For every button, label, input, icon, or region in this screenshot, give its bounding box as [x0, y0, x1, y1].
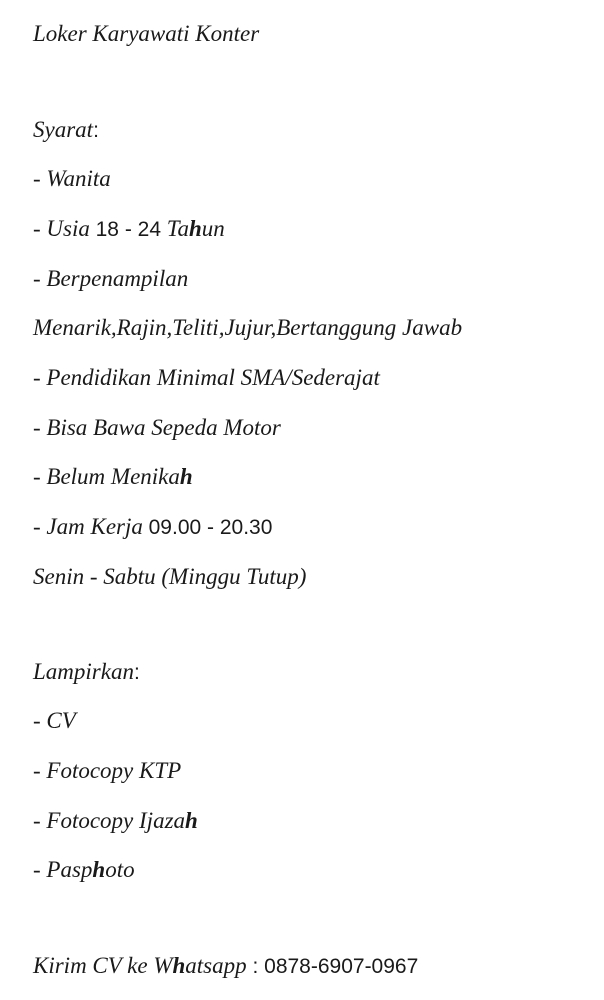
usia-tahun-part3: un: [201, 216, 225, 241]
attachment-ktp: [33, 755, 181, 787]
requirement-usia: [33, 213, 225, 245]
attachment-ijazah: [33, 805, 198, 837]
motor-text: - Bisa Bawa Sepeda Motor: [33, 415, 281, 440]
requirement-menikah: [33, 461, 193, 493]
attachment-cv: [33, 705, 76, 737]
send-cv-line: [33, 950, 418, 982]
pasphoto-part1: - Pasp: [33, 857, 93, 882]
requirement-pendidikan: [33, 362, 380, 394]
ijazah-text: - Fotocopy Ijaza: [33, 808, 186, 833]
berpenampilan-text: - Berpenampilan: [33, 266, 189, 291]
title-text: Loker Karyawati Konter: [33, 21, 260, 46]
usia-tahun-part1: Ta: [161, 216, 189, 241]
kirim-colon: :: [246, 955, 265, 978]
kirim-part2: atsapp: [185, 953, 247, 978]
hari-text: Senin - Sabtu (Minggu Tutup): [33, 564, 307, 589]
usia-tahun-part2: h: [188, 216, 202, 241]
pasphoto-part2: h: [92, 857, 106, 882]
requirement-berpenampilan: [33, 263, 188, 295]
attachment-pasphoto: [33, 854, 135, 886]
requirement-hari: [33, 561, 306, 593]
requirement-wanita-text: - Wanita: [33, 166, 111, 191]
menikah-h: h: [179, 464, 193, 489]
syarat-heading-text: Syarat: [33, 117, 94, 142]
attachment-ktp-text: - Fotocopy KTP: [33, 758, 182, 783]
kirim-h: h: [172, 953, 186, 978]
kirim-part1: Kirim CV ke W: [33, 953, 173, 978]
usia-range: 18 - 24: [95, 218, 162, 241]
menikah-text: - Belum Menika: [33, 464, 180, 489]
requirement-motor: [33, 412, 281, 444]
whatsapp-phone-number: 0878-6907-0967: [264, 955, 419, 978]
attachment-cv-text: - CV: [33, 708, 76, 733]
usia-prefix: - Usia: [33, 216, 96, 241]
lampirkan-heading: [33, 656, 140, 688]
pendidikan-text: - Pendidikan Minimal SMA/Sederajat: [33, 365, 380, 390]
syarat-colon: :: [93, 119, 99, 142]
jam-prefix: - Jam Kerja: [33, 514, 149, 539]
sifat-text: Menarik,Rajin,Teliti,Jujur,Bertanggung Jawab: [33, 315, 463, 340]
jam-hours: 09.00 - 20.30: [148, 516, 273, 539]
requirement-sifat: [33, 312, 462, 344]
lampirkan-colon: :: [133, 661, 140, 684]
document-title: [33, 18, 259, 50]
pasphoto-part3: oto: [105, 857, 135, 882]
lampirkan-heading-text: Lampirkan: [33, 659, 134, 684]
requirement-wanita: [33, 163, 111, 195]
ijazah-h: h: [185, 808, 198, 833]
requirement-jam-kerja: [33, 511, 272, 543]
syarat-heading: [33, 114, 99, 146]
